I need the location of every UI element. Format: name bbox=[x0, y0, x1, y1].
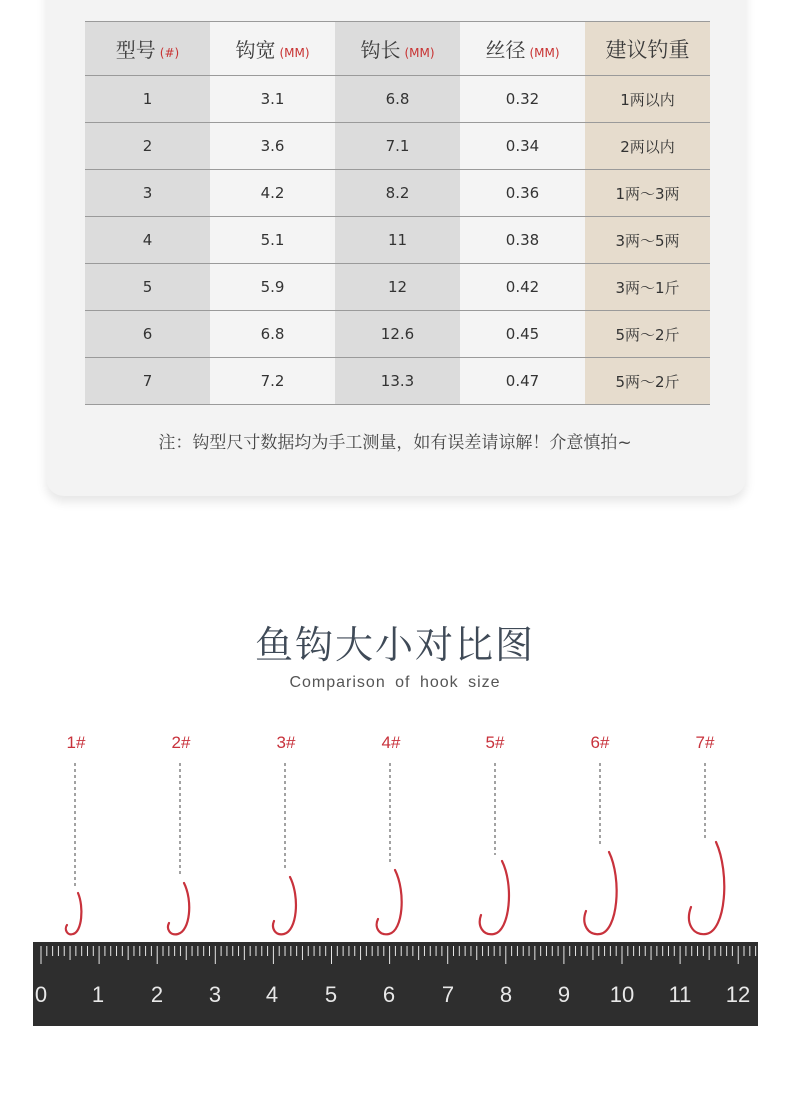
cell-width: 4.2 bbox=[210, 170, 335, 217]
hook-label-3: 3# bbox=[276, 733, 296, 752]
ruler-number-10: 10 bbox=[609, 982, 635, 1007]
ruler-number-3: 3 bbox=[208, 982, 222, 1007]
hook-7-icon bbox=[689, 842, 724, 934]
table-row bbox=[85, 217, 710, 264]
cell-width: 5.1 bbox=[210, 217, 335, 264]
hook-label-5: 5# bbox=[485, 733, 505, 752]
table-row bbox=[85, 76, 710, 123]
hook-illustrations bbox=[0, 755, 790, 940]
ruler-number-7: 7 bbox=[441, 982, 455, 1007]
cell-recommended-weight: 1两～3两 bbox=[585, 170, 710, 217]
ruler-ticks bbox=[33, 942, 758, 982]
cell-recommended-weight: 5两～2斤 bbox=[585, 358, 710, 405]
hook-3-icon bbox=[273, 877, 296, 934]
cell-model: 5 bbox=[85, 264, 210, 311]
cell-model: 3 bbox=[85, 170, 210, 217]
ruler-number-1: 1 bbox=[91, 982, 105, 1007]
measurement-note: 注：钩型尺寸数据均为手工测量，如有误差请谅解！介意慎拍~ bbox=[158, 433, 632, 453]
cell-wire-diameter: 0.36 bbox=[460, 170, 585, 217]
table-header-row bbox=[85, 22, 710, 76]
table-row bbox=[85, 123, 710, 170]
table-row bbox=[85, 311, 710, 358]
cell-recommended-weight: 3两～5两 bbox=[585, 217, 710, 264]
cell-recommended-weight: 2两以内 bbox=[585, 123, 710, 170]
cell-width: 7.2 bbox=[210, 358, 335, 405]
ruler-number-6: 6 bbox=[382, 982, 396, 1007]
comparison-subtitle: Comparison of hook size bbox=[289, 674, 501, 691]
header-length: 钩长 (MM) bbox=[335, 22, 460, 76]
cell-length: 8.2 bbox=[335, 170, 460, 217]
ruler-number-0: 0 bbox=[34, 982, 48, 1007]
cell-length: 12.6 bbox=[335, 311, 460, 358]
table-row bbox=[85, 264, 710, 311]
table-row bbox=[85, 358, 710, 405]
ruler-number-9: 9 bbox=[557, 982, 571, 1007]
cell-length: 13.3 bbox=[335, 358, 460, 405]
ruler-number-4: 4 bbox=[265, 982, 279, 1007]
ruler-number-11: 11 bbox=[668, 982, 692, 1007]
cell-length: 11 bbox=[335, 217, 460, 264]
comparison-title: 鱼钩大小对比图 bbox=[254, 623, 535, 667]
hook-label-6: 6# bbox=[590, 733, 610, 752]
cell-width: 3.1 bbox=[210, 76, 335, 123]
cell-length: 7.1 bbox=[335, 123, 460, 170]
cell-wire-diameter: 0.47 bbox=[460, 358, 585, 405]
ruler-number-5: 5 bbox=[324, 982, 338, 1007]
cell-model: 4 bbox=[85, 217, 210, 264]
cell-recommended-weight: 5两～2斤 bbox=[585, 311, 710, 358]
cell-width: 5.9 bbox=[210, 264, 335, 311]
cell-wire-diameter: 0.45 bbox=[460, 311, 585, 358]
hook-label-1: 1# bbox=[66, 733, 86, 752]
header-recommended-weight: 建议钓重 bbox=[585, 22, 710, 76]
header-width: 钩宽 (MM) bbox=[210, 22, 335, 76]
cell-model: 1 bbox=[85, 76, 210, 123]
cell-length: 12 bbox=[335, 264, 460, 311]
ruler-number-2: 2 bbox=[150, 982, 164, 1007]
hook-2-icon bbox=[168, 883, 189, 934]
hook-label-4: 4# bbox=[381, 733, 401, 752]
hook-spec-table bbox=[85, 21, 710, 405]
ruler-number-8: 8 bbox=[499, 982, 513, 1007]
hook-5-icon bbox=[480, 861, 509, 934]
cell-width: 6.8 bbox=[210, 311, 335, 358]
hook-4-icon bbox=[377, 870, 402, 934]
cell-wire-diameter: 0.32 bbox=[460, 76, 585, 123]
cell-wire-diameter: 0.42 bbox=[460, 264, 585, 311]
cell-wire-diameter: 0.38 bbox=[460, 217, 585, 264]
cell-recommended-weight: 1两以内 bbox=[585, 76, 710, 123]
cell-model: 6 bbox=[85, 311, 210, 358]
hook-6-icon bbox=[584, 852, 616, 934]
table-row bbox=[85, 170, 710, 217]
cell-width: 3.6 bbox=[210, 123, 335, 170]
cell-wire-diameter: 0.34 bbox=[460, 123, 585, 170]
cell-model: 7 bbox=[85, 358, 210, 405]
cell-length: 6.8 bbox=[335, 76, 460, 123]
header-model: 型号 (#) bbox=[85, 22, 210, 76]
ruler-number-12: 12 bbox=[725, 982, 751, 1007]
header-wire-diameter: 丝径 (MM) bbox=[460, 22, 585, 76]
hook-label-2: 2# bbox=[171, 733, 191, 752]
cell-model: 2 bbox=[85, 123, 210, 170]
ruler bbox=[33, 942, 758, 1026]
hook-1-icon bbox=[66, 893, 82, 934]
cell-recommended-weight: 3两～1斤 bbox=[585, 264, 710, 311]
hook-label-7: 7# bbox=[695, 733, 715, 752]
